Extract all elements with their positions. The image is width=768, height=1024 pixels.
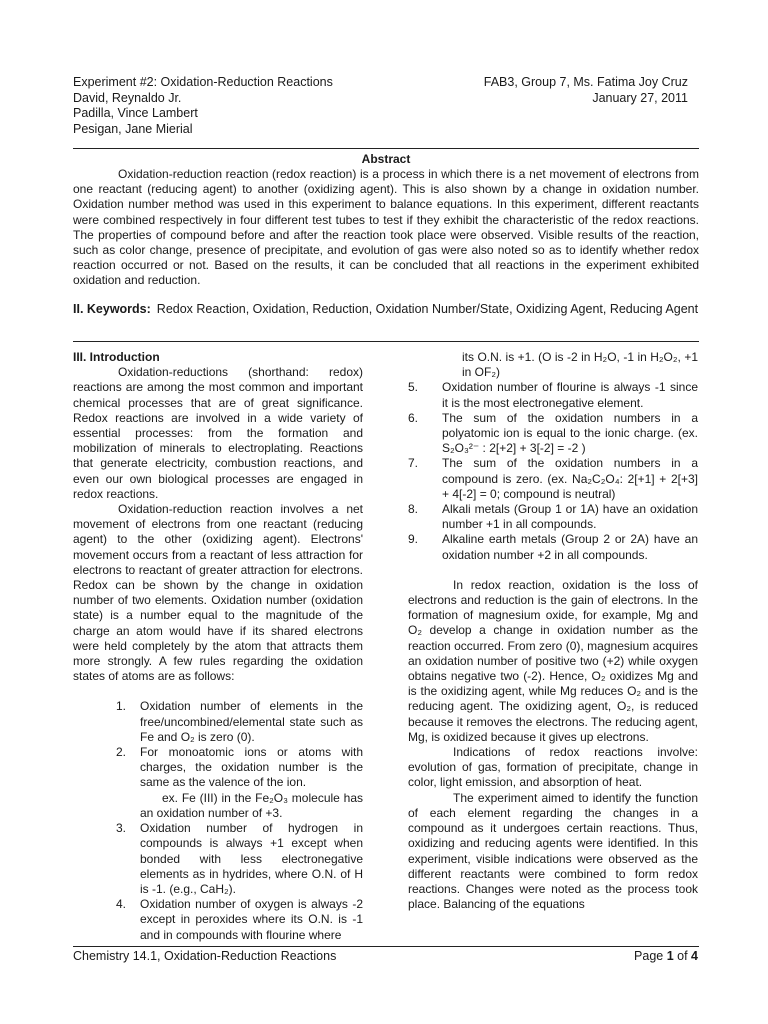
list-number: 2.	[115, 745, 126, 760]
list-item	[73, 745, 363, 791]
list-item	[408, 411, 698, 457]
intro-paragraph: Oxidation-reductions (shorthand: redox) reactions are among the most common and important chemical processes that are of great significance. Redox reactions are involved in a wide variety of essential processes: from the formation and mobilization of minerals to electroplating. Reactions that generate electricity, combustion reactions, and even our own biological processes are engaged in redox reactions.	[73, 365, 363, 501]
group-info: FAB3, Group 7, Ms. Fatima Joy Cruz	[483, 75, 688, 89]
rule-continuation: its O.N. is +1. (O is -2 in H₂O, -1 in H₂O₂, +1 in OF₂)	[462, 350, 698, 380]
author: David, Reynaldo Jr.	[73, 90, 182, 105]
list-item	[73, 791, 363, 821]
footer-divider	[73, 946, 699, 947]
list-text: Alkaline earth metals (Group 2 or 2A) have an oxidation number +2 in all compounds.	[442, 532, 698, 562]
keywords-divider	[73, 341, 699, 342]
list-number: 3.	[115, 821, 126, 836]
current-page: 1	[666, 949, 674, 963]
intro-paragraph: The experiment aimed to identify the function of each element regarding the changes in a compound as it undergoes certain reactions. Thus, oxidizing and reducing agents were identified. In this experiment, visible indications were observed as the different reactants were combined to form redox reactions. Changes were noted as the process took place. Balancing of the equations	[408, 790, 698, 912]
list-text: Oxidation number of flourine is always -1 since it is the most electronegative element.	[442, 380, 698, 410]
header-divider	[73, 148, 699, 149]
keywords	[73, 302, 699, 318]
list-item	[73, 897, 363, 943]
abstract-body: Oxidation-reduction reaction (redox reaction) is a process in which there is a net movement of electrons from one reactant (reducing agent) to another (oxidizing agent). This is also shown by a change in oxidation number. Oxidation number method was used in this experiment to balance equations. In this experiment, different reactants were combined respectively in four different test tubes to test if they exhibit the characteristic of the redox reactions. The properties of compound before and after the reaction took place were observed. Visible results of the reaction, such as color change, presence of precipitate, and evolution of gas were also noted so as to identify whether redox reaction occurred or not. Based on the results, it can be concluded that all reactions in the experiment exhibited oxidation and reduction.	[73, 167, 699, 288]
list-number: 9.	[408, 532, 419, 547]
author: Pesigan, Jane Mierial	[73, 121, 193, 136]
intro-paragraph: Indications of redox reactions involve: evolution of gas, formation of precipitate, change in color, light emission, and absorption of heat.	[408, 745, 698, 790]
total-pages: 4	[691, 949, 698, 963]
list-item	[73, 821, 363, 897]
footer-course: Chemistry 14.1, Oxidation-Reduction Reactions	[73, 949, 337, 963]
list-text: Alkali metals (Group 1 or 1A) have an oxidation number +1 in all compounds.	[442, 502, 698, 532]
keywords-label: II. Keywords:	[73, 302, 151, 316]
page-prefix: Page	[634, 949, 667, 963]
list-item	[73, 699, 363, 745]
list-text: Oxidation number of oxygen is always -2 except in peroxides where its O.N. is -1 and in compounds with flourine where	[140, 897, 363, 942]
header-right	[430, 75, 688, 106]
page-number	[520, 949, 698, 963]
list-text: Oxidation number of elements in the free/uncombined/elemental state such as Fe and O₂ is zero (0).	[140, 699, 363, 744]
list-item	[408, 532, 698, 562]
right-column	[408, 350, 698, 912]
author: Padilla, Vince Lambert	[73, 106, 198, 120]
intro-paragraph: Oxidation-reduction reaction involves a net movement of electrons from one reactant (reducing agent) to the other (oxidizing agent). Electrons' movement occurs from a reactant of less attraction for electrons to reactant of greater attraction for electrons. Redox can be shown by the change in oxidation number of two elements. Oxidation number (oxidation state) is a number equal to the magnitude of the charge an atom would have if its shared electrons were held completely by the atom that attracts them more strongly. A few rules regarding the oxidation states of atoms are as follows:	[73, 502, 363, 684]
list-text: The sum of the oxidation numbers in a polyatomic ion is equal to the ionic charge. (ex. S₂O₃²⁻ : 2[+2] + 3[-2] = -2 )	[442, 410, 698, 456]
list-number	[73, 791, 140, 821]
keywords-text: Redox Reaction, Oxidation, Reduction, Oxidation Number/State, Oxidizing Agent, Reducing Agent	[156, 302, 699, 316]
list-number: 4.	[115, 897, 126, 912]
experiment-title: Experiment #2: Oxidation-Reduction Reactions	[73, 75, 333, 89]
list-number: 6.	[408, 410, 419, 425]
list-item	[408, 456, 698, 502]
left-column	[73, 350, 363, 943]
list-number: 7.	[408, 456, 419, 471]
date: January 27, 2011	[592, 90, 688, 105]
list-text: ex. Fe (III) in the Fe₂O₃ molecule has an oxidation number of +3.	[140, 790, 363, 820]
oxidation-rules-list	[73, 699, 363, 942]
list-item	[408, 380, 698, 410]
intro-paragraph: In redox reaction, oxidation is the loss of electrons and reduction is the gain of electrons. In the formation of magnesium oxide, for example, Mg and O₂ develop a change in oxidation number as the reaction occurred. From zero (0), magnesium acquires an oxidation number of positive two (+2) while oxygen obtains negative two (-2). Hence, O₂ oxidizes Mg and is the oxidizing agent, while Mg reduces O₂ and is the reducing agent. The oxidizing agent, O₂, is reduced because it removes the electrons. The reducing agent, Mg, is oxidized because it gives up electrons.	[408, 577, 698, 744]
introduction-heading: III. Introduction	[73, 350, 160, 364]
list-text: For monoatomic ions or atoms with charges, the oxidation number is the same as the valence of the ion.	[140, 745, 363, 790]
abstract-title: Abstract	[361, 152, 411, 166]
list-number: 5.	[408, 380, 419, 395]
list-number: 1.	[115, 699, 126, 714]
list-item	[408, 502, 698, 532]
list-text: Oxidation number of hydrogen in compounds is always +1 except when bonded with less electronegative elements as in hydrides, where O.N. of H is -1. (e.g., CaH₂).	[140, 821, 363, 896]
list-text: The sum of the oxidation numbers in a compound is zero. (ex. Na₂C₂O₄: 2[+1] + 2[+3] + 4[-2] = 0; compound is neutral)	[442, 456, 698, 501]
header-left	[73, 75, 453, 137]
list-number: 8.	[408, 502, 419, 517]
oxidation-rules-list-continued	[408, 380, 698, 562]
page-of: of	[673, 949, 692, 963]
